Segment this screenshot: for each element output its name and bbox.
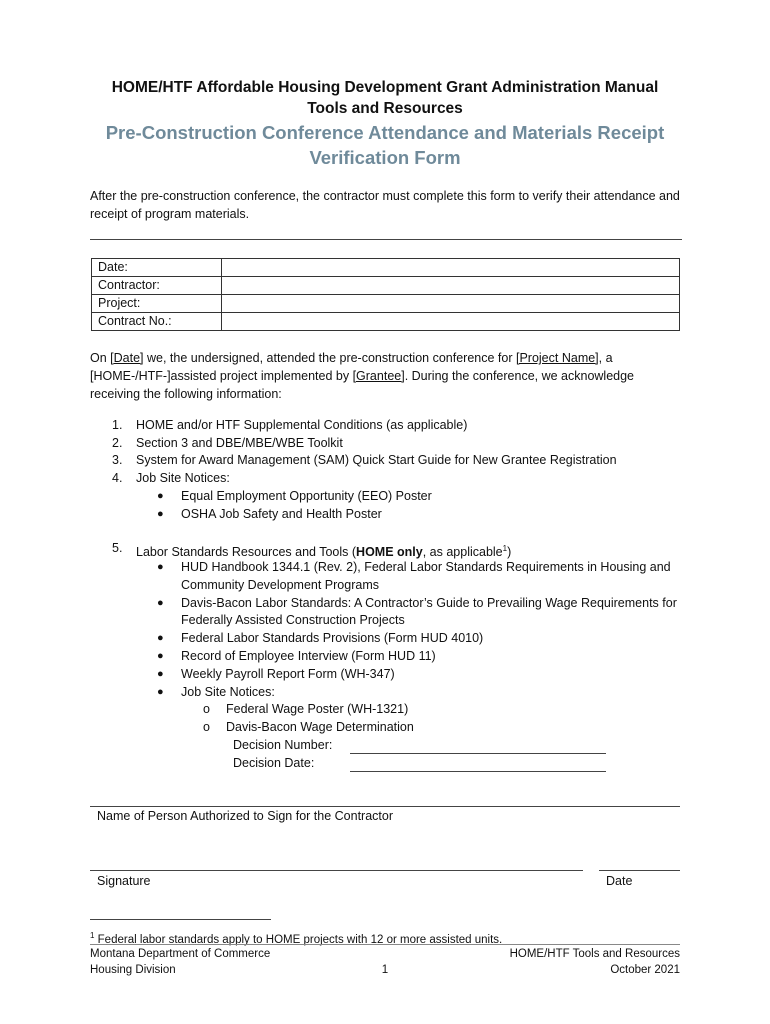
list-item: Section 3 and DBE/MBE/WBE Toolkit bbox=[136, 436, 343, 450]
statement-text: we, the undersigned, attended the pre-construction conference for bbox=[143, 351, 516, 365]
signature-line[interactable] bbox=[90, 870, 583, 871]
list-item: HOME and/or HTF Supplemental Conditions (as applicable) bbox=[136, 418, 468, 432]
footnote-text: Federal labor standards apply to HOME projects with 12 or more assisted units. bbox=[94, 933, 503, 946]
info-row-contract-no bbox=[92, 313, 680, 331]
bullet-icon: ● bbox=[157, 650, 164, 662]
footer-department: Montana Department of Commerce bbox=[90, 948, 271, 960]
list-number: 4. bbox=[112, 471, 123, 485]
form-title-line1: Pre-Construction Conference Attendance and Materials Receipt bbox=[105, 122, 665, 143]
footer-right bbox=[470, 946, 680, 978]
signature-date-label: Date bbox=[606, 874, 633, 888]
form-title bbox=[60, 120, 710, 170]
list-item: Record of Employee Interview (Form HUD 11) bbox=[181, 649, 436, 663]
date-field[interactable] bbox=[222, 259, 680, 277]
form-title-line2: Verification Form bbox=[309, 147, 461, 168]
section-divider bbox=[90, 239, 682, 240]
decision-date-line[interactable] bbox=[350, 771, 606, 772]
project-field[interactable] bbox=[222, 295, 680, 313]
list-item: System for Award Management (SAM) Quick Start Guide for New Grantee Registration bbox=[136, 453, 617, 467]
list-number: 1. bbox=[112, 418, 123, 432]
footer-divider bbox=[90, 944, 680, 945]
bullet-icon: ● bbox=[157, 508, 164, 520]
info-label: Contractor: bbox=[92, 277, 222, 295]
manual-title bbox=[60, 77, 710, 119]
item5-text: ) bbox=[507, 545, 512, 560]
project-name-placeholder: [Project Name] bbox=[515, 351, 599, 365]
authorized-name-line[interactable] bbox=[90, 806, 680, 807]
date-line[interactable] bbox=[599, 870, 680, 871]
list-item: Job Site Notices: bbox=[136, 471, 230, 485]
footnote-marker: 1 bbox=[90, 931, 95, 940]
statement-text: , a [HOME-/HTF-]assisted project implemented by bbox=[90, 351, 613, 383]
page-number: 1 bbox=[381, 964, 389, 976]
item5-text: Labor Standards Resources and Tools ( bbox=[136, 545, 357, 560]
info-label: Project: bbox=[92, 295, 222, 313]
bullet-icon: ● bbox=[157, 668, 164, 680]
contract-no-field[interactable] bbox=[222, 313, 680, 331]
info-row-date bbox=[92, 259, 680, 277]
item5-text: , as applicable bbox=[422, 545, 503, 560]
list-number: 2. bbox=[112, 436, 123, 450]
intro-text: After the pre-construction conference, the contractor must complete this form to verify their attendance and receipt of program materials. bbox=[90, 189, 680, 221]
info-label: Contract No.: bbox=[92, 313, 222, 331]
list-item: Equal Employment Opportunity (EEO) Poster bbox=[181, 489, 432, 503]
list-item-continued: Federally Assisted Construction Projects bbox=[181, 613, 405, 627]
footer-left bbox=[90, 946, 270, 978]
decision-number-line[interactable] bbox=[350, 753, 606, 754]
statement-text: . During the conference, we acknowledge receiving the following information: bbox=[90, 369, 635, 401]
list-item: Davis-Bacon Labor Standards: A Contractor’s Guide to Prevailing Wage Requirements for bbox=[181, 596, 677, 610]
info-label: Date: bbox=[92, 259, 222, 277]
list-item: OSHA Job Safety and Health Poster bbox=[181, 507, 382, 521]
footer-date: October 2021 bbox=[610, 964, 680, 976]
manual-title-line1: HOME/HTF Affordable Housing Development Grant Administration Manual bbox=[111, 79, 659, 96]
bullet-icon: ● bbox=[157, 597, 164, 609]
info-table bbox=[91, 258, 680, 331]
list-item: Federal Labor Standards Provisions (Form HUD 4010) bbox=[181, 631, 484, 645]
list-item: Weekly Payroll Report Form (WH-347) bbox=[181, 667, 395, 681]
info-row-project bbox=[92, 295, 680, 313]
list-item: HUD Handbook 1344.1 (Rev. 2), Federal Labor Standards Requirements in Housing and bbox=[181, 560, 671, 574]
bullet-icon: ● bbox=[157, 490, 164, 502]
bullet-icon: ● bbox=[157, 561, 164, 573]
hollow-bullet-icon: o bbox=[203, 720, 210, 734]
bullet-icon: ● bbox=[157, 686, 164, 698]
signature-label: Signature bbox=[97, 874, 151, 888]
list-item: Job Site Notices: bbox=[181, 685, 275, 699]
hollow-bullet-icon: o bbox=[203, 702, 210, 716]
date-placeholder: [Date] bbox=[110, 351, 144, 365]
footnote-separator bbox=[90, 919, 271, 920]
manual-title-line2: Tools and Resources bbox=[307, 100, 463, 117]
footnote-ref[interactable]: 1 bbox=[502, 544, 508, 553]
list-item-continued: Community Development Programs bbox=[181, 578, 379, 592]
grantee-placeholder: [Grantee] bbox=[352, 369, 405, 383]
contractor-field[interactable] bbox=[222, 277, 680, 295]
decision-date-label: Decision Date: bbox=[233, 756, 315, 770]
statement-text: On bbox=[90, 351, 111, 365]
list-item: Federal Wage Poster (WH-1321) bbox=[226, 702, 409, 716]
bullet-icon: ● bbox=[157, 632, 164, 644]
footer-series: HOME/HTF Tools and Resources bbox=[509, 948, 680, 960]
list-number: 5. bbox=[112, 541, 123, 555]
list-item: Davis-Bacon Wage Determination bbox=[226, 720, 414, 734]
home-only-emphasis: HOME only bbox=[356, 545, 423, 560]
list-number: 3. bbox=[112, 453, 123, 467]
decision-number-label: Decision Number: bbox=[233, 738, 333, 752]
attendance-statement bbox=[90, 349, 682, 403]
authorized-name-label: Name of Person Authorized to Sign for the Contractor bbox=[97, 809, 393, 823]
info-row-contractor bbox=[92, 277, 680, 295]
footer-division: Housing Division bbox=[90, 964, 176, 976]
